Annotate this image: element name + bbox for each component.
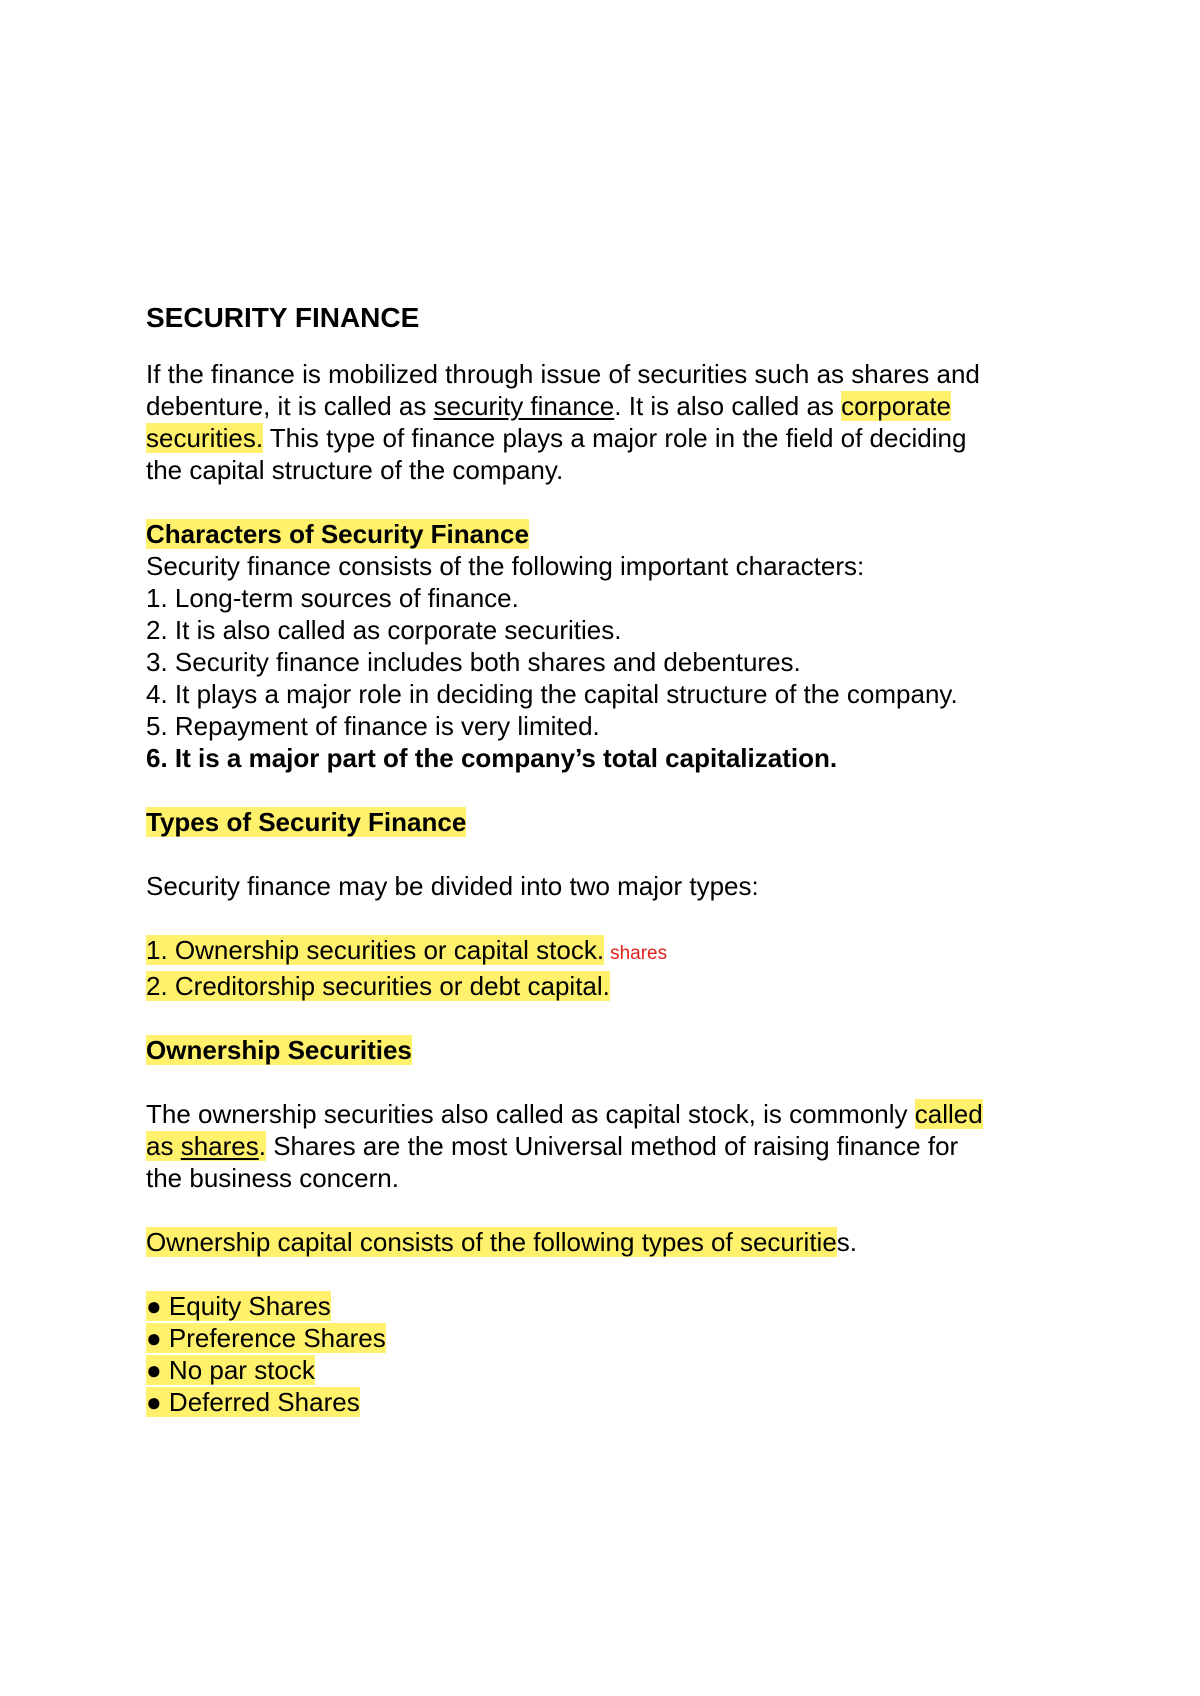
types-item-1-text: 1. Ownership securities or capital stock. [146, 935, 605, 965]
spacer [146, 1002, 1066, 1034]
ownership-heading-text: Ownership Securities [146, 1035, 412, 1065]
bullet-text: ● Equity Shares [146, 1291, 331, 1321]
characters-item: 1. Long-term sources of finance. [146, 583, 519, 613]
highlight-corporate: corporate [841, 391, 952, 421]
security-finance-term: security finance [433, 391, 615, 421]
ownership-text: The ownership securities also called as capital stock, is commonly [146, 1099, 915, 1129]
intro-line-3 [146, 422, 1066, 454]
annotation-note: shares [610, 943, 668, 964]
types-item-1 [146, 934, 1066, 970]
spacer [146, 1066, 1066, 1098]
characters-item: 5. Repayment of finance is very limited. [146, 711, 600, 741]
document-body [146, 298, 1066, 1418]
intro-line-4: the capital structure of the company. [146, 455, 564, 485]
spacer [146, 838, 1066, 870]
bullet-text: ● No par stock [146, 1355, 315, 1385]
highlight-shares: shares [180, 1131, 259, 1161]
characters-item: 3. Security finance includes both shares and debentures. [146, 647, 801, 677]
highlight-period: . [258, 1131, 266, 1161]
intro-line-2 [146, 390, 1066, 422]
characters-lead: Security finance consists of the following important characters: [146, 551, 865, 581]
intro-text: debenture, it is called as [146, 391, 434, 421]
highlight-as: as [146, 1131, 181, 1161]
spacer [146, 486, 1066, 518]
spacer [146, 902, 1066, 934]
ownership-heading [146, 1034, 1066, 1066]
ownership-consists [146, 1226, 1066, 1258]
intro-paragraph [146, 358, 1066, 486]
bullet-item [146, 1386, 1066, 1418]
intro-text: . It is also called as [614, 391, 842, 421]
characters-item: 4. It plays a major role in deciding the capital structure of the company. [146, 679, 958, 709]
ownership-consists-end: s. [836, 1227, 858, 1257]
spacer [146, 1258, 1066, 1290]
bullet-text: ● Preference Shares [146, 1323, 386, 1353]
types-item-2 [146, 970, 1066, 1002]
bullet-item [146, 1290, 1066, 1322]
ownership-line-1 [146, 1098, 1066, 1130]
ownership-line-2 [146, 1130, 1066, 1162]
highlight-called: called [914, 1099, 983, 1129]
ownership-paragraph [146, 1098, 1066, 1194]
bullet-item [146, 1354, 1066, 1386]
characters-heading [146, 518, 1066, 550]
types-heading [146, 806, 1066, 838]
highlight-consists: Ownership capital consists of the following types of securitie [146, 1227, 837, 1257]
spacer [146, 1194, 1066, 1226]
ownership-text: Shares are the most Universal method of raising finance for [265, 1131, 959, 1161]
bullet-item [146, 1322, 1066, 1354]
document-title: SECURITY FINANCE [146, 302, 420, 333]
spacer [146, 774, 1066, 806]
types-lead: Security finance may be divided into two major types: [146, 871, 759, 901]
highlight-securities: securities. [146, 423, 264, 453]
intro-line-1: If the finance is mobilized through issue of securities such as shares and [146, 359, 980, 389]
characters-heading-text: Characters of Security Finance [146, 519, 529, 549]
characters-item: 2. It is also called as corporate securities. [146, 615, 622, 645]
types-item-2-text: 2. Creditorship securities or debt capital. [146, 971, 610, 1001]
bullet-text: ● Deferred Shares [146, 1387, 360, 1417]
ownership-line-3: the business concern. [146, 1163, 399, 1193]
characters-item: 6. It is a major part of the company’s total capitalization. [146, 743, 838, 773]
types-heading-text: Types of Security Finance [146, 807, 467, 837]
intro-text: This type of finance plays a major role in the field of deciding [263, 423, 967, 453]
